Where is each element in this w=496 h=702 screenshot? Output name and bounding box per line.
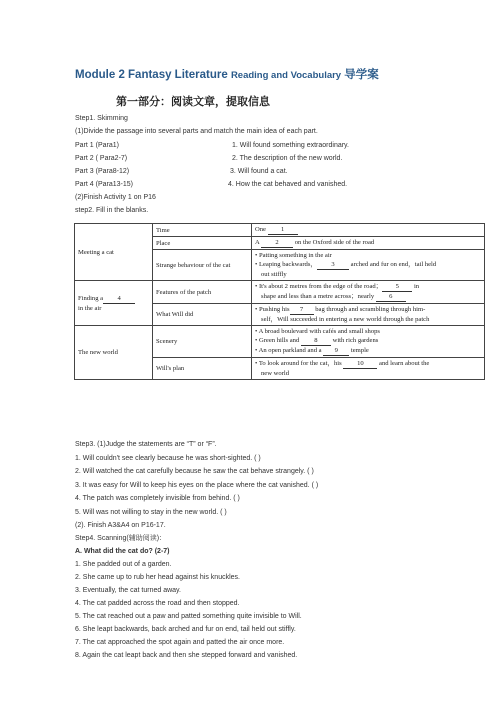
blank-2[interactable]: 2: [261, 238, 293, 248]
section-new-world: The new world: [75, 326, 153, 380]
step1-instruction: (1)Divide the passage into several parts and match the main idea of each part.: [75, 128, 318, 135]
time-label: Time: [153, 224, 252, 237]
title-cn: 导学案: [344, 69, 379, 81]
part-left-3: Part 3 (Para8-12): [75, 168, 130, 175]
strange-label: Strange behaviour of the cat: [153, 250, 252, 281]
part-right-2: 2. The description of the new world.: [232, 155, 343, 162]
part1-heading: 第一部分：阅读文章，提取信息: [116, 95, 270, 108]
blank-8[interactable]: 8: [301, 336, 331, 346]
part-left-1: Part 1 (Para1): [75, 142, 119, 149]
step4-heading: Step4. Scanning(辅助阅读)：: [75, 535, 167, 542]
strange-value: • Patting something in the air • Leaping backwards， 3 arched and fur on end，tail held out stiffly: [252, 250, 485, 281]
part-right-3: 3. Will found a cat.: [230, 168, 288, 175]
tf-item-2: 2. Will watched the cat carefully because he saw the cat behave strangely. ( ): [75, 468, 314, 475]
place-value: A 2 on the Oxford side of the road: [252, 237, 485, 250]
scan-item-3: 3. Eventually, the cat turned away.: [75, 587, 181, 594]
will-did-value: • Pushing his 7 bag through and scrambling through him- self，Will succeeded in entering a new world through the patch: [252, 304, 485, 326]
will-did-label: What Will did: [153, 304, 252, 326]
scan-item-6: 6. She leapt backwards, back arched and fur on end, tail held out stiffly.: [75, 626, 296, 633]
scenery-label: Scenery: [153, 326, 252, 358]
scenery-value: • A broad boulevard with cafés and small shops • Green hills and 8 with rich gardens • An open parkland and a 9 temple: [252, 326, 485, 358]
scan-item-2: 2. She came up to rub her head against his knuckles.: [75, 574, 240, 581]
scan-item-4: 4. The cat padded across the road and then stopped.: [75, 600, 240, 607]
part-left-4: Part 4 (Para13-15): [75, 181, 133, 188]
blank-5[interactable]: 5: [382, 282, 412, 292]
blank-4[interactable]: 4: [103, 294, 135, 304]
blank-3[interactable]: 3: [317, 260, 349, 270]
time-value: One 1: [252, 224, 485, 237]
step3-finish: (2). Finish A3&A4 on P16-17.: [75, 522, 166, 529]
table-row: [75, 224, 485, 237]
tf-item-4: 4. The patch was completely invisible from behind. ( ): [75, 495, 240, 502]
tf-item-3: 3. It was easy for Will to keep his eyes on the place where the cat vanished. ( ): [75, 482, 319, 489]
step4-question: A. What did the cat do? (2-7): [75, 548, 170, 555]
part-right-4: 4. How the cat behaved and vanished.: [228, 181, 348, 188]
plan-value: • To look around for the cat，his 10 and learn about the new world: [252, 358, 485, 380]
scan-item-5: 5. The cat reached out a paw and patted something quite invisible to Will.: [75, 613, 302, 620]
part-right-1: 1. Will found something extraordinary.: [232, 142, 349, 149]
plan-label: Will's plan: [153, 358, 252, 380]
place-label: Place: [153, 237, 252, 250]
step2-heading: step2. Fill in the blanks.: [75, 207, 149, 214]
title-sub: Reading and Vocabulary: [230, 70, 342, 81]
blank-10[interactable]: 10: [343, 359, 377, 369]
blank-1[interactable]: 1: [268, 225, 298, 235]
features-value: • It's about 2 metres from the edge of the road； 5 in shape and less than a metre across；nearly 6: [252, 281, 485, 304]
blank-7[interactable]: 7: [290, 305, 314, 315]
section-meeting-cat: Meeting a cat: [75, 224, 153, 281]
step3-heading: Step3. (1)Judge the statements are “T” or “F”.: [75, 441, 217, 448]
title-main: Module 2 Fantasy Literature: [75, 69, 228, 81]
table-row: [75, 326, 485, 358]
scan-item-7: 7. The cat approached the spot again and patted the air once more.: [75, 639, 285, 646]
blank-9[interactable]: 9: [323, 346, 349, 356]
scan-item-8: 8. Again the cat leapt back and then she stepped forward and vanished.: [75, 652, 298, 659]
part-left-2: Part 2 ( Para2-7): [75, 155, 128, 162]
table-row: [75, 281, 485, 304]
blank-6[interactable]: 6: [376, 292, 406, 302]
section-finding: Finding a 4 in the air: [75, 281, 153, 326]
tf-item-5: 5. Will was not willing to stay in the new world. ( ): [75, 509, 227, 516]
tf-item-1: 1. Will couldn't see clearly because he was short-sighted. ( ): [75, 455, 261, 462]
step1-heading: Step1. Skimming: [75, 115, 128, 122]
fill-blanks-table: [74, 223, 485, 380]
features-label: Features of the patch: [153, 281, 252, 304]
step1-activity: (2)Finish Activity 1 on P16: [75, 194, 156, 201]
scan-item-1: 1. She padded out of a garden.: [75, 561, 172, 568]
page-title: [75, 66, 379, 82]
